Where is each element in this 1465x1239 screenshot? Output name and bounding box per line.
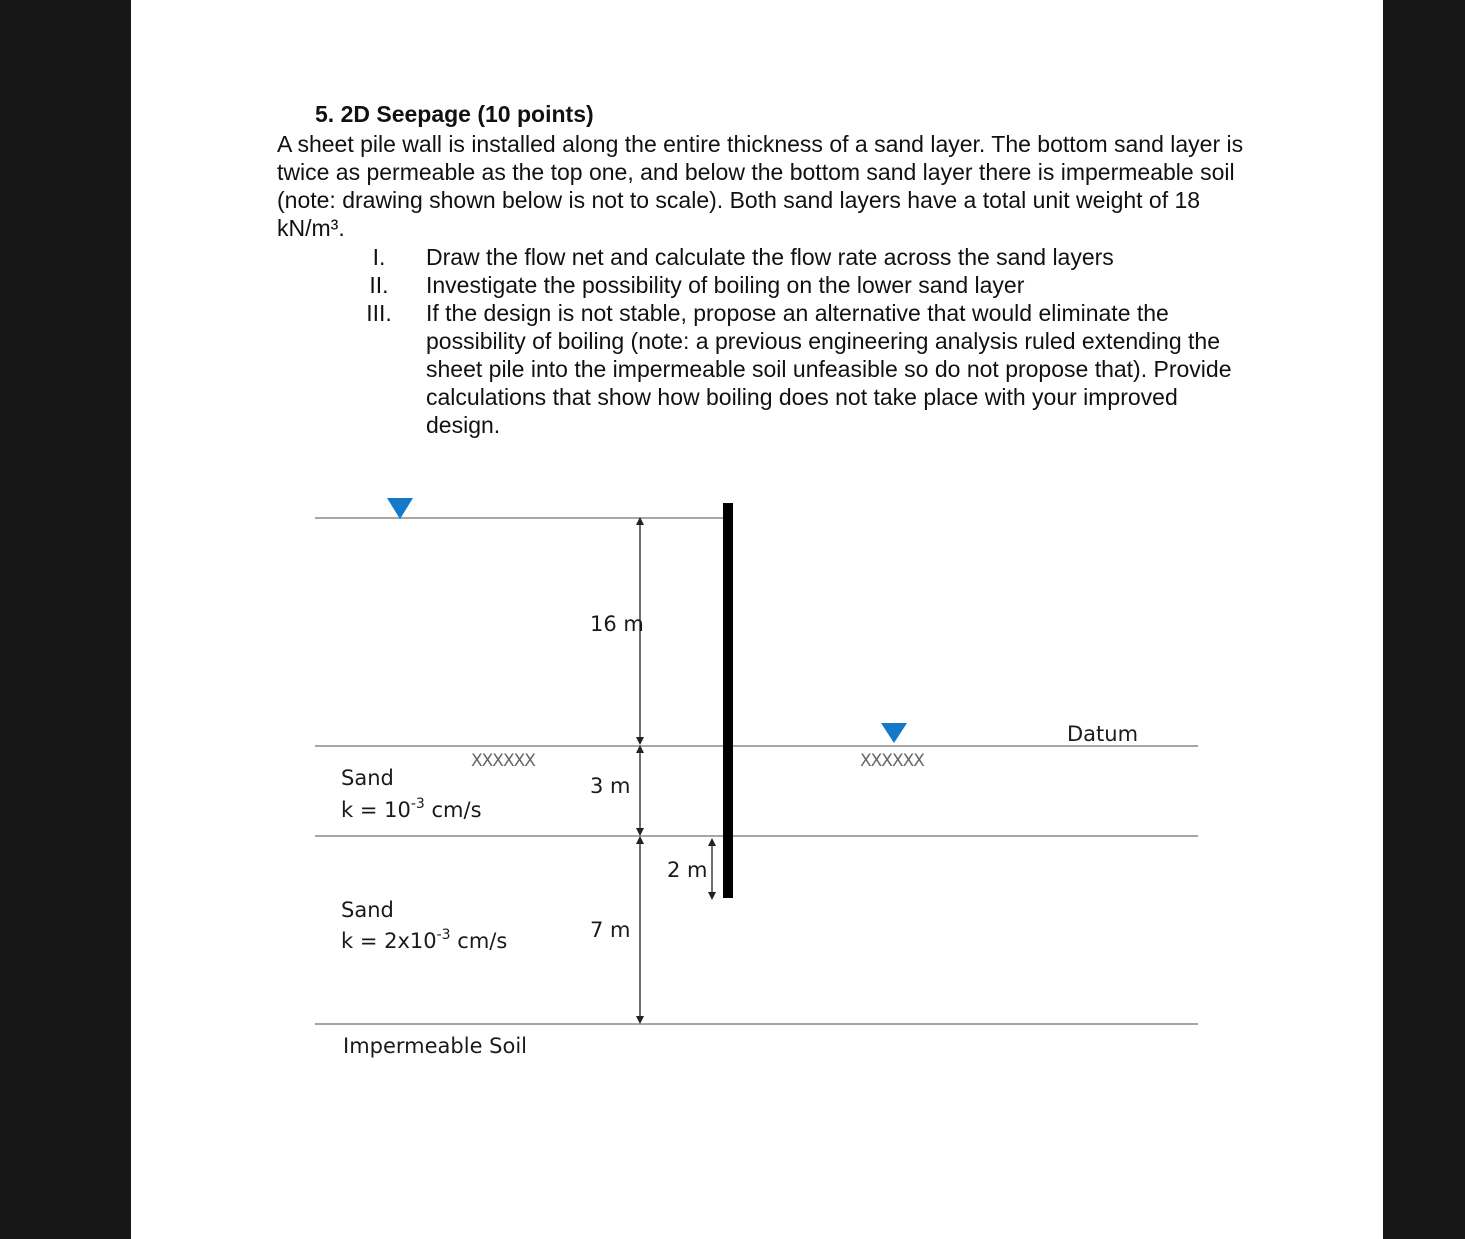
document-page xyxy=(131,0,1383,1239)
upstream-water-level-icon xyxy=(387,498,413,519)
list-item-text: If the design is not stable, propose an alternative that would eliminate the possibility of boiling (note: a previous engineering analysis ruled extending the sheet pile into the impermeable soil unfeasible so do not propose that). Provide calculations that show how boiling does not take place with your improved design. xyxy=(426,300,1232,438)
list-item-text: Draw the flow net and calculate the flow rate across the sand layers xyxy=(426,244,1114,270)
list-item-number: II. xyxy=(369,272,389,298)
datum-label: Datum xyxy=(1067,722,1139,746)
list-item-number: III. xyxy=(366,300,392,326)
dim-label-top-sand: 3 m xyxy=(590,774,631,798)
dim-label-bottom-sand: 7 m xyxy=(590,918,631,942)
dim-label-water-depth: 16 m xyxy=(590,612,644,636)
list-item-number: I. xyxy=(372,244,386,270)
bottom-sand-name: Sand xyxy=(341,898,394,922)
ground-hatch-right: XXXXXX xyxy=(860,751,924,771)
downstream-water-level-icon xyxy=(881,723,907,743)
problem-intro: A sheet pile wall is installed along the entire thickness of a sand layer. The bottom sand layer is twice as permeable as the top one, and below the bottom sand layer there is impermeable soil (note: drawing shown below is not to scale). Both sand layers have a total unit weight of 18 kN/m³. xyxy=(277,131,1244,241)
seepage-figure xyxy=(131,0,1383,1239)
ground-hatch-left: XXXXXX xyxy=(471,751,535,771)
bottom-sand-permeability: $k = 2x10^{-3}$ cm/s xyxy=(341,927,508,953)
top-sand-name: Sand xyxy=(341,766,394,790)
sheet-pile-wall xyxy=(723,503,733,898)
problem-heading: 5. 2D Seepage (10 points) xyxy=(315,101,594,127)
list-item-text: Investigate the possibility of boiling on the lower sand layer xyxy=(426,272,1025,298)
dim-label-pile-embed: 2 m xyxy=(667,858,708,882)
impermeable-soil-label: Impermeable Soil xyxy=(343,1034,528,1058)
top-sand-permeability: $k = 10^{-3}$ cm/s xyxy=(341,796,482,822)
